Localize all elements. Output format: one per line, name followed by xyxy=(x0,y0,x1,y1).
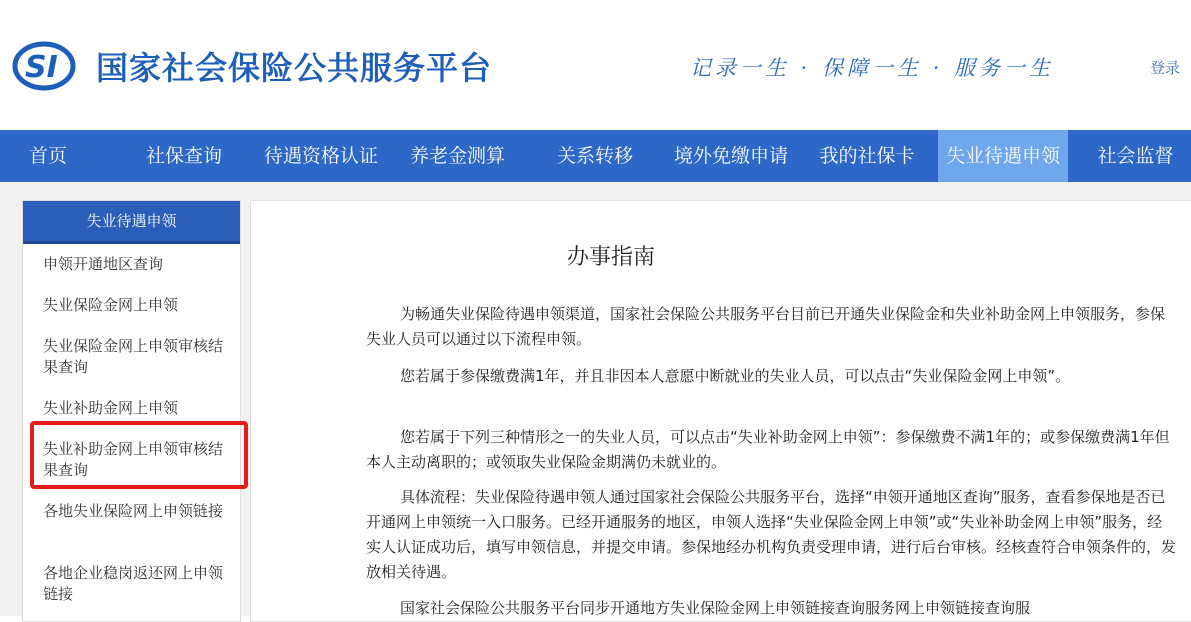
sidebar xyxy=(22,200,241,622)
sidebar-item-unemployment-subsidy-apply[interactable]: 失业补助金网上申领 xyxy=(43,399,179,417)
nav-item-home[interactable]: 首页 xyxy=(28,145,67,167)
sidebar-item-job-stabilization-links[interactable]: 各地企业稳岗返还网上申领链接 xyxy=(43,564,224,603)
login-link[interactable]: 登录 xyxy=(1150,59,1181,77)
sidebar-item-unemployment-insurance-result[interactable]: 失业保险金网上申领审核结果查询 xyxy=(43,337,224,376)
nav-item-pension-calculation[interactable]: 养老金测算 xyxy=(409,145,505,167)
page-title: 办事指南 xyxy=(566,245,655,270)
nav-item-relationship-transfer[interactable]: 关系转移 xyxy=(556,145,633,167)
nav-item-my-social-security-card[interactable]: 我的社保卡 xyxy=(819,145,915,167)
sidebar-item-unemployment-insurance-apply[interactable]: 失业保险金网上申领 xyxy=(43,296,179,314)
sidebar-item-area-query[interactable]: 申领开通地区查询 xyxy=(43,255,164,273)
nav-item-social-security-query[interactable]: 社保查询 xyxy=(145,145,222,167)
guide-paragraph-links: 国家社会保险公共服务平台同步开通地方失业保险金网上申领链接查询服务网上申领链接查询服 xyxy=(400,599,1031,617)
main-content xyxy=(250,200,1191,622)
svg-text:SI: SI xyxy=(25,50,58,85)
guide-paragraph-intro: 为畅通失业保险待遇申领渠道，国家社会保险公共服务平台目前已开通失业保险金和失业补助金网上申领服务，参保失业人员可以通过以下流程申领。 xyxy=(366,305,1166,348)
sidebar-item-unemployment-subsidy-result[interactable]: 失业补助金网上申领审核结果查询 xyxy=(43,440,224,479)
site-header xyxy=(0,0,1191,130)
main-nav xyxy=(0,130,1191,182)
si-logo-icon[interactable] xyxy=(12,40,76,92)
nav-item-overseas-exemption[interactable]: 境外免缴申请 xyxy=(673,145,788,167)
guide-paragraph-process: 具体流程：失业保险待遇申领人通过国家社会保险公共服务平台，选择“申领开通地区查询”服务，查看参保地是否已开通网上申领统一入口服务。已经开通服务的地区，申领人选择“失业保险金网上申领”或“失业补助金网上申领”服务，经实人认证成功后，填写申领信息，并提交申请。参保地经办机构负责受理申请，进行后台审核。经核查符合申领条件的，发放相关待遇。 xyxy=(366,488,1177,581)
site-title[interactable]: 国家社会保险公共服务平台 xyxy=(96,49,493,87)
guide-paragraph-insurance: 您若属于参保缴费满1年，并且非因本人意愿中断就业的失业人员，可以点击“失业保险金网上申领”。 xyxy=(400,367,1071,385)
nav-item-unemployment-benefits[interactable]: 失业待遇申领 xyxy=(938,130,1068,182)
guide-paragraph-subsidy: 您若属于下列三种情形之一的失业人员，可以点击“失业补助金网上申领”：参保缴费不满1年的；或参保缴费满1年但本人主动离职的；或领取失业保险金期满仍未就业的。 xyxy=(366,428,1170,471)
nav-item-social-supervision[interactable]: 社会监督 xyxy=(1097,145,1174,167)
nav-item-eligibility-certification[interactable]: 待遇资格认证 xyxy=(263,145,378,167)
sidebar-header: 失业待遇申领 xyxy=(23,201,240,244)
sidebar-item-local-insurance-links[interactable]: 各地失业保险网上申领链接 xyxy=(43,502,224,520)
site-slogan: 记录一生 · 保障一生 · 服务一生 xyxy=(690,56,1055,80)
